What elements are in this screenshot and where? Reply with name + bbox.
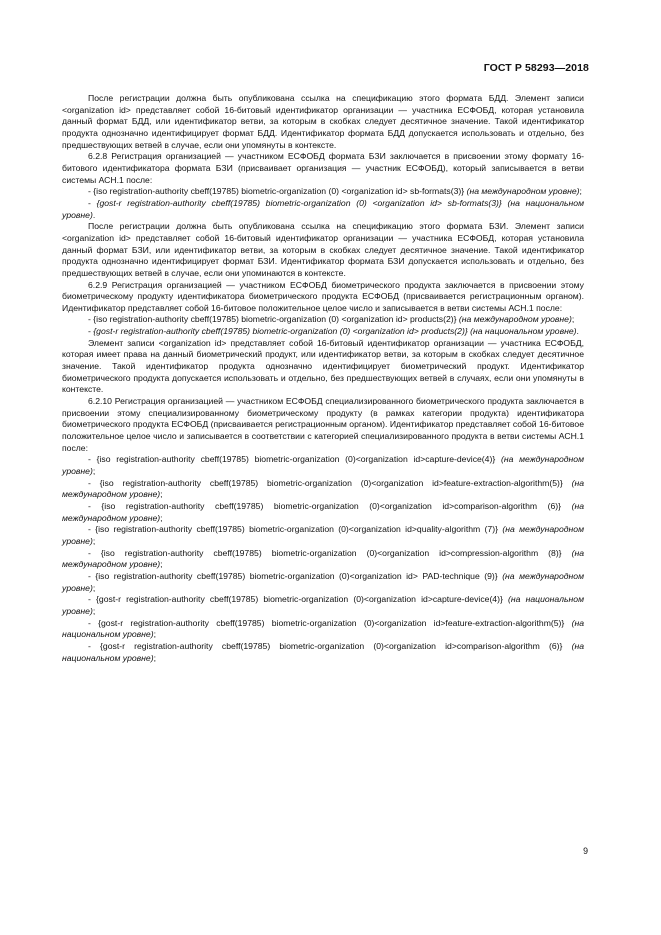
document-body <box>62 93 584 664</box>
paragraph <box>62 186 584 198</box>
paragraph <box>62 524 584 547</box>
italic-text: (на национальном уровне) <box>62 617 584 640</box>
paragraph <box>62 338 584 396</box>
text-run: - {iso registration-authority cbeff(19785) biometric-organization (0) <organization id> products(2)} <box>88 314 459 325</box>
paragraph <box>62 501 584 524</box>
italic-text: (на международном уровне) <box>62 500 584 523</box>
italic-text: (на национальном уровне) <box>62 640 584 663</box>
text-run: ; <box>153 652 156 663</box>
text-run: - {iso registration-authority cbeff(19785) biometric-organization (0)<organization id> PAD-technique (9)} <box>88 570 503 581</box>
paragraph <box>62 548 584 571</box>
text-run: - {iso registration-authority cbeff(19785) biometric-organization (0)<organization id>comparison-algorithm (6)} <box>88 500 572 511</box>
text-run: - {iso registration-authority cbeff(19785) biometric-organization (0)<organization id>feature-extraction-algorithm(5)} <box>88 477 572 488</box>
standard-designation: ГОСТ Р 58293—2018 <box>483 62 589 74</box>
text-run: Элемент записи <organization id> представляет собой 16-битовый идентификатор организации — участника ЕСФОБД, которая имеет права на данный биометрический продукт, или идентификатор ветви, за которым в скобках следует десятичное значение. Такой идентификатор продукта однозначно идентифицирует биометрический продукт. Идентификатор биометрического продукта допускается использовать и отдельно, без предшествующих ветвей в случаях, если они упомянуты в контексте. <box>62 337 584 395</box>
text-run: - {iso registration-authority cbeff(19785) biometric-organization (0) <organization id> sb-formats(3)} <box>88 186 467 197</box>
text-run: ; <box>92 605 96 616</box>
italic-text: (на международном уровне) <box>62 570 584 593</box>
text-run: - {gost-r registration-authority cbeff(19785) biometric-organization (0)<organization id>comparison-algorithm (6)} <box>88 640 572 651</box>
text-run: После регистрации должна быть опубликована ссылка на спецификацию этого формата БДД. Элемент записи <organization id> представляет собой 16-битовый идентификатор организации — участника ЕСФОБД, которая установила данный формат БДД, или идентификатор ветви, за которым в скобках следует десятичное значение. Такой идентификатор продукта однозначно идентифицирует формат БДД. Идентификатор формата БДД допускается использовать и отдельно, без предшествующих ветвей в случае, если они упомянуты в контексте. <box>62 93 584 150</box>
italic-text: (на международном уровне) <box>466 186 580 197</box>
text-run: - <box>88 326 94 337</box>
text-run: - {iso registration-authority cbeff(19785) biometric-organization (0)<organization id>compression-algorithm (8)} <box>88 547 572 558</box>
paragraph <box>62 396 584 454</box>
italic-text: (на национальном уровне) <box>62 594 584 616</box>
paragraph <box>62 641 584 664</box>
italic-text: (на международном уровне) <box>458 314 572 325</box>
paragraph <box>62 478 584 501</box>
paragraph <box>62 326 584 338</box>
text-run: ; <box>153 629 156 640</box>
italic-text: (на международном уровне) <box>62 547 584 570</box>
paragraph <box>62 571 584 594</box>
text-run: ; <box>92 582 96 593</box>
text-run: 6.2.9 Регистрация организацией — участником ЕСФОБД биометрического продукта заключается в присвоении этому биометрическому продукту идентификатора биометрического продукта ЕСФОБД (присваивается регистрационным органом). Идентификатор представляет собой 16-битовое положительное целое число и записывается в ветви системы АСН.1 после: <box>62 279 584 313</box>
text-run: . <box>576 326 579 337</box>
paragraph <box>62 198 584 221</box>
text-run: - {gost-r registration-authority cbeff(19785) biometric-organization (0)<organization id>capture-device(4)} <box>88 594 509 605</box>
text-run: - {iso registration-authority cbeff(19785) biometric-organization (0)<organization id>quality-algorithm (7)} <box>88 524 503 535</box>
text-run: ; <box>160 559 163 570</box>
text-run: ; <box>92 466 96 476</box>
text-run: - {gost-r registration-authority cbeff(19785) biometric-organization (0)<organization id>feature-extraction-algorithm(5)} <box>88 617 572 628</box>
paragraph <box>62 314 584 326</box>
page-number: 9 <box>583 846 588 856</box>
italic-text: (на международном уровне) <box>62 524 584 546</box>
text-run: 6.2.10 Регистрация организацией — участником ЕСФОБД специализированного биометрического продукта заключается в присвоении этому специализированному биометрическому продукту (в рамках категории продукта) идентификатора биометрического продукта ЕСФОБД (присваивается регистрационным органом). Идентификатор представляет собой 16-битовое положительное целое число и записывается в соответствии с категорией специализированного продукта в ветви системы АСН.1 после: <box>62 396 584 453</box>
paragraph <box>62 221 584 279</box>
text-run: ; <box>160 512 163 523</box>
text-run: - {iso registration-authority cbeff(19785) biometric-organization (0)<organization id>capture-device(4)} <box>88 454 501 465</box>
text-run: После регистрации должна быть опубликована ссылка на спецификацию этого формата БЗИ. Элемент записи <organization id> представляет собой 16-битовый идентификатор организации — участника ЕСФОБД, которая установила данный формат БЗИ, или идентификатор ветви, за которым в скобках следует десятичное значение. Такой идентификатор продукта однозначно идентифицирует формат БЗИ. Идентификатор формата БЗИ допускается использовать и отдельно, без предшествующих ветвей в случае, если они упоминаются в контексте. <box>62 221 584 278</box>
text-run: ; <box>579 186 582 197</box>
paragraph <box>62 618 584 641</box>
text-run: 6.2.8 Регистрация организацией — участником ЕСФОБД формата БЗИ заключается в присвоении этому формату 16-битового идентификатора формата БЗИ (присваивает организация — участник ЕСФОБД), который записывается в ветви системы АСН.1 после: <box>62 151 584 185</box>
text-run: . <box>92 209 96 220</box>
text-run: ; <box>160 489 163 500</box>
paragraph <box>62 594 584 617</box>
paragraph <box>62 93 584 151</box>
text-run: - <box>88 197 97 208</box>
italic-text: {gost-r registration-authority cbeff(19785) biometric-organization (0) <organization id> products(2)} (на национальном уровне) <box>93 326 577 337</box>
paragraph <box>62 280 584 315</box>
italic-text: (на международном уровне) <box>62 477 584 500</box>
italic-text: {gost-r registration-authority cbeff(19785) biometric-organization (0) <organization id> sb-formats(3)} (на национальном уровне) <box>62 197 584 220</box>
text-run: ; <box>92 535 96 546</box>
italic-text: (на международном уровне) <box>62 454 585 476</box>
paragraph <box>62 454 584 477</box>
text-run: ; <box>571 314 575 325</box>
paragraph <box>62 151 584 186</box>
